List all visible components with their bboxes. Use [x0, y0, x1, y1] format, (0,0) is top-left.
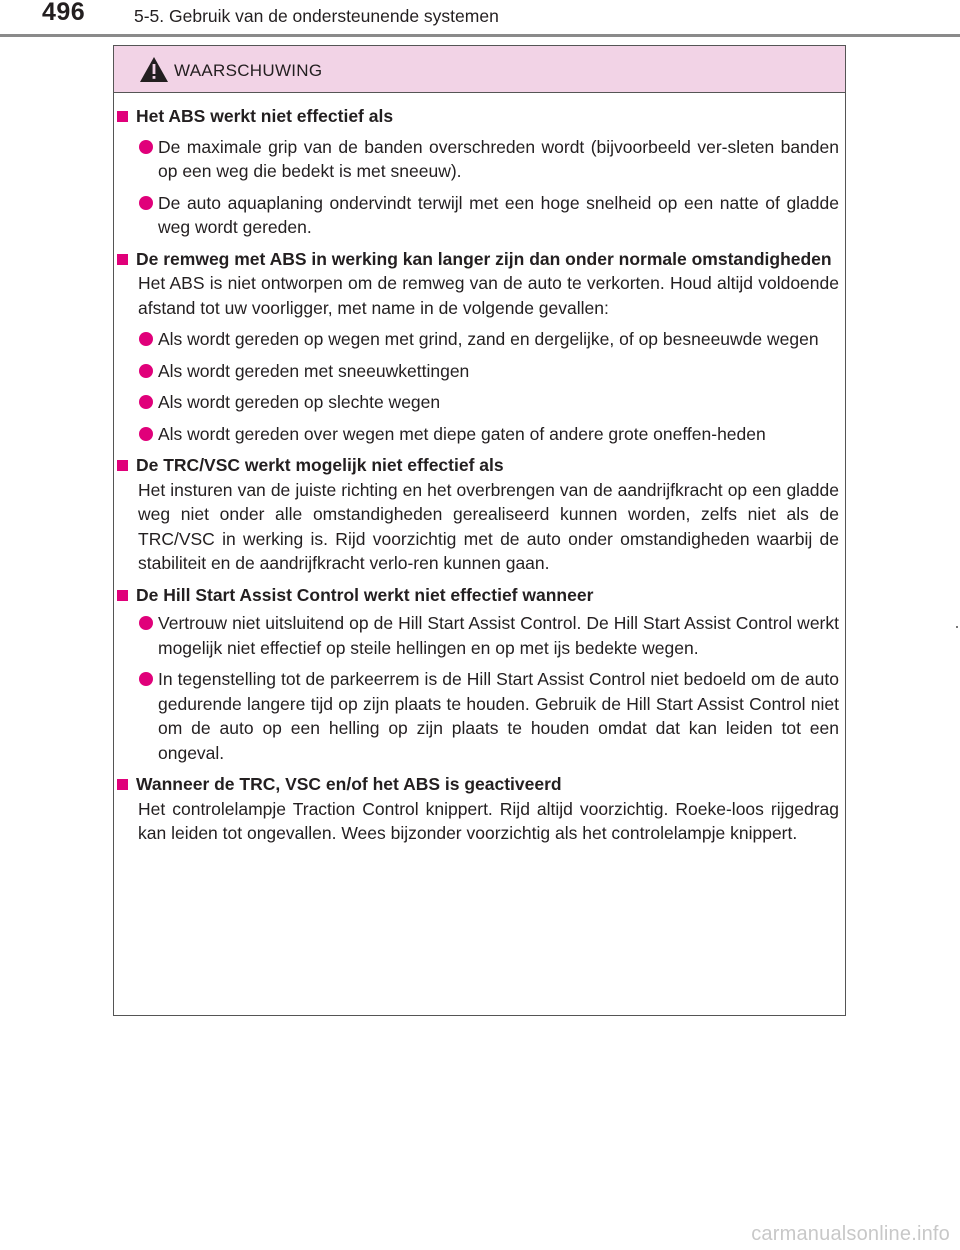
square-bullet-icon	[117, 111, 128, 122]
warning-header	[114, 46, 845, 93]
dot-bullet-icon	[139, 616, 153, 630]
warning-label: WAARSCHUWING	[174, 61, 323, 80]
list-item: Vertrouw niet uitsluitend op de Hill Start Assist Control. De Hill Start Assist Control werkt mogelijk niet effectief op steile hellingen en op met ijs bedekte wegen.	[114, 611, 847, 660]
list-item: De maximale grip van de banden overschreden wordt (bijvoorbeeld ver-sleten banden op een weg die bedekt is met sneeuw).	[114, 135, 847, 184]
dot-bullet-icon	[139, 427, 153, 441]
dot-bullet-icon	[139, 332, 153, 346]
watermark: carmanualsonline.info	[751, 1223, 950, 1245]
page-header	[0, 0, 960, 38]
paragraph: Het ABS is niet ontworpen om de remweg van de auto te verkorten. Houd altijd voldoende afstand tot uw voorligger, met name in de volgende gevallen:	[138, 273, 839, 318]
section-title: 5-5. Gebruik van de ondersteunende systemen	[134, 6, 499, 26]
square-bullet-icon	[117, 254, 128, 265]
dot-bullet-icon	[139, 364, 153, 378]
square-bullet-icon	[117, 590, 128, 601]
paragraph: Het controlelampje Traction Control knippert. Rijd altijd voorzichtig. Roeke-loos rijgedrag kan leiden tot ongevallen. Wees bijzonder voorzichtig als het controlelampje knippert.	[138, 798, 839, 843]
list-item: De auto aquaplaning ondervindt terwijl met een hoge snelheid op een natte of gladde weg wordt gereden.	[114, 191, 847, 240]
dot-bullet-icon	[139, 395, 153, 409]
square-bullet-icon	[117, 460, 128, 471]
warning-triangle-icon	[139, 56, 169, 83]
section-heading: De remweg met ABS in werking kan langer zijn dan onder normale omstandigheden	[114, 247, 847, 272]
section-heading: De TRC/VSC werkt mogelijk niet effectief als	[114, 453, 847, 478]
edge-mark	[956, 626, 958, 628]
dot-bullet-icon	[139, 140, 153, 154]
list-item: Als wordt gereden met sneeuwkettingen	[114, 359, 847, 384]
section-heading: De Hill Start Assist Control werkt niet effectief wanneer	[114, 583, 847, 608]
section-heading: Wanneer de TRC, VSC en/of het ABS is geactiveerd	[114, 772, 847, 797]
list-item: In tegenstelling tot de parkeerrem is de Hill Start Assist Control niet bedoeld om de auto gedurende langere tijd op zijn plaats te houden. Gebruik de Hill Start Assist Control niet om de auto op een helling op zijn plaats te houden omdat dat kan leiden tot een ongeval.	[114, 667, 847, 765]
square-bullet-icon	[117, 779, 128, 790]
dot-bullet-icon	[139, 672, 153, 686]
list-item: Als wordt gereden op slechte wegen	[114, 390, 847, 415]
warning-content	[114, 104, 847, 846]
list-item: Als wordt gereden over wegen met diepe gaten of andere grote oneffen-heden	[114, 422, 847, 447]
dot-bullet-icon	[139, 196, 153, 210]
warning-box	[113, 45, 846, 1016]
header-divider	[0, 34, 960, 37]
page-number: 496	[42, 0, 86, 26]
list-item: Als wordt gereden op wegen met grind, zand en dergelijke, of op besneeuwde wegen	[114, 327, 847, 352]
section-heading: Het ABS werkt niet effectief als	[114, 104, 847, 129]
paragraph: Het insturen van de juiste richting en het overbrengen van de aandrijfkracht op een gladde weg niet onder alle omstandigheden gerealiseerd kunnen worden, zelfs niet als de TRC/VSC in werking is. Rijd voorzichtig met de auto onder omstandigheden waarbij de stabiliteit en de aandrijfkracht verlo-ren kunnen gaan.	[138, 479, 839, 573]
